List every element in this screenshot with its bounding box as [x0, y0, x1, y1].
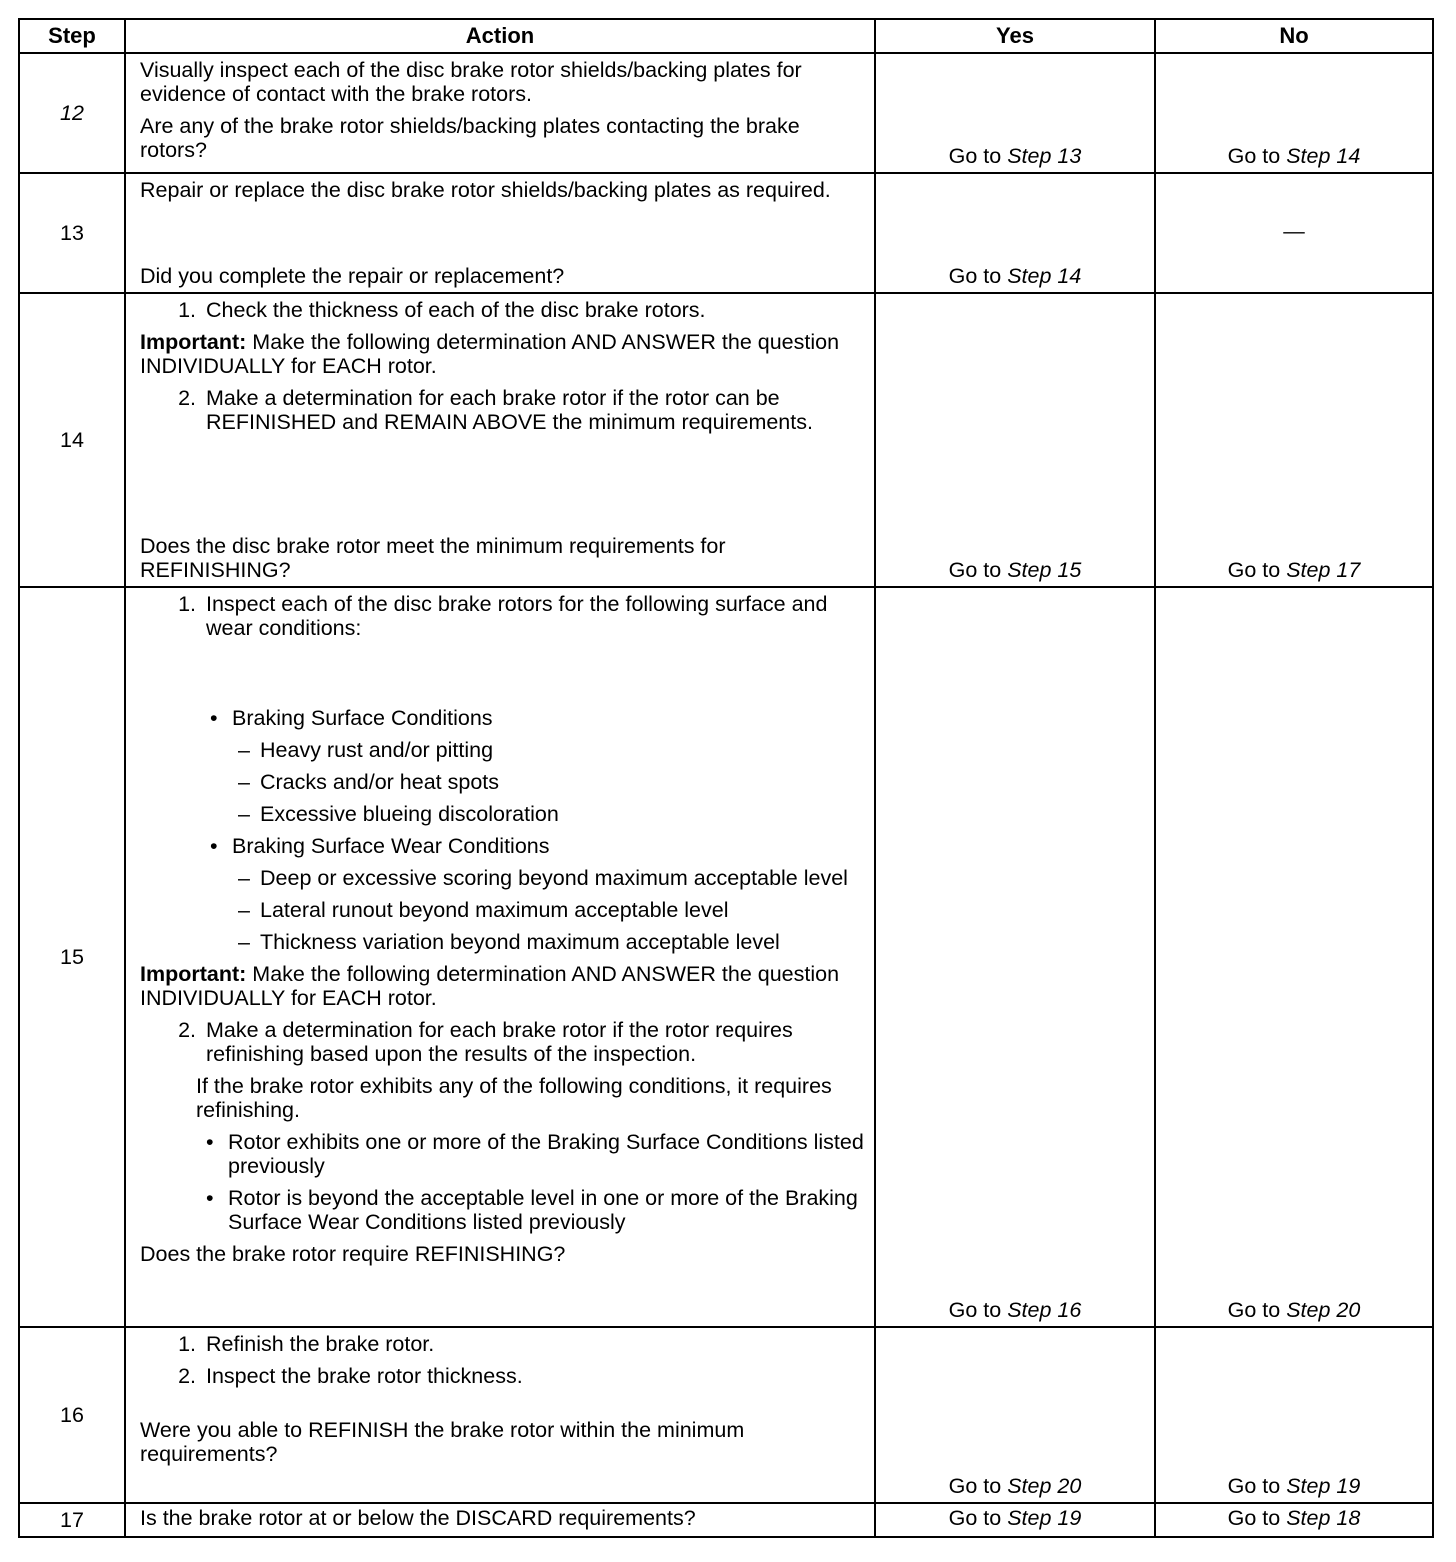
no-cell [1155, 1327, 1433, 1503]
yes-cell [875, 173, 1155, 293]
no-step-link[interactable]: Step 14 [1286, 144, 1361, 168]
bullet-icon: • [206, 1186, 214, 1210]
dash-icon: – [238, 898, 250, 922]
header-no: No [1155, 19, 1433, 53]
header-action: Action [125, 19, 875, 53]
step-number: 13 [19, 173, 125, 293]
list-item [140, 298, 864, 322]
table-row-step-15 [19, 587, 1433, 1327]
goto-prefix: Go to [1227, 558, 1281, 582]
action-text: Visually inspect each of the disc brake rotor shields/backing plates for evidence of contact with the brake rotors. [140, 58, 802, 106]
condition-text: Heavy rust and/or pitting [260, 738, 494, 762]
table-row-step-13 [19, 173, 1433, 293]
item-text: Inspect each of the disc brake rotors for the following surface and wear conditions: [206, 592, 828, 640]
no-cell [1155, 1503, 1433, 1537]
yes-cell [875, 587, 1155, 1327]
goto-prefix: Go to [1227, 1298, 1281, 1322]
list-item [140, 1332, 864, 1356]
step-number: 17 [19, 1503, 125, 1537]
dash-icon: – [238, 866, 250, 890]
goto-prefix: Go to [948, 144, 1002, 168]
important-label: Important: [140, 962, 247, 986]
step-number: 15 [19, 587, 125, 1327]
no-cell [1155, 587, 1433, 1327]
action-cell [125, 1503, 875, 1537]
table-row-step-16 [19, 1327, 1433, 1503]
question-text: Were you able to REFINISH the brake rotor within the minimum requirements? [140, 1418, 745, 1466]
item-text: Refinish the brake rotor. [206, 1332, 435, 1356]
action-cell [125, 53, 875, 173]
goto-prefix: Go to [1227, 144, 1281, 168]
list-item [140, 1364, 864, 1388]
step-number: 16 [19, 1327, 125, 1503]
item-text: Make a determination for each brake rotor if the rotor can be REFINISHED and REMAIN ABOVE the minimum requirements. [206, 386, 813, 434]
step-number: 14 [19, 293, 125, 587]
diagnostic-table [18, 18, 1434, 1538]
goto-prefix: Go to [948, 1298, 1002, 1322]
dash-icon: – [238, 738, 250, 762]
item-number: 1. [178, 1332, 196, 1356]
group-title: Braking Surface Wear Conditions [232, 834, 550, 858]
action-cell [125, 587, 875, 1327]
yes-step-link[interactable]: Step 15 [1007, 558, 1082, 582]
condition-text: Cracks and/or heat spots [260, 770, 500, 794]
no-step-link[interactable]: Step 18 [1286, 1506, 1361, 1530]
condition-item [140, 738, 864, 762]
refinish-condition [140, 1130, 864, 1178]
header-step: Step [19, 19, 125, 53]
dash-icon: – [238, 802, 250, 826]
table-row-step-12 [19, 53, 1433, 173]
important-note [140, 330, 864, 378]
group-title: Braking Surface Conditions [232, 706, 493, 730]
no-cell [1155, 53, 1433, 173]
no-step-link[interactable]: Step 17 [1286, 558, 1361, 582]
condition-group [140, 834, 864, 858]
dash-icon: – [238, 930, 250, 954]
condition-item [140, 802, 864, 826]
condition-text: Excessive blueing discoloration [260, 802, 559, 826]
condition-text: Deep or excessive scoring beyond maximum acceptable level [260, 866, 848, 890]
bullet-icon: • [206, 1130, 214, 1154]
question-text: Are any of the brake rotor shields/backing plates contacting the brake rotors? [140, 114, 800, 162]
bullet-icon: • [210, 706, 218, 730]
condition-group [140, 706, 864, 730]
question-text: Did you complete the repair or replacement? [140, 264, 565, 288]
important-note [140, 962, 864, 1010]
yes-step-link[interactable]: Step 20 [1007, 1474, 1082, 1498]
item-text: Check the thickness of each of the disc brake rotors. [206, 298, 706, 322]
action-cell [125, 293, 875, 587]
question-text: Does the brake rotor require REFINISHING? [140, 1242, 566, 1266]
list-item [140, 1018, 864, 1066]
goto-prefix: Go to [948, 1506, 1002, 1530]
item-text: Inspect the brake rotor thickness. [206, 1364, 523, 1388]
action-cell [125, 1327, 875, 1503]
item-text: Make a determination for each brake rotor if the rotor requires refinishing based upon the results of the inspection. [206, 1018, 793, 1066]
yes-cell [875, 53, 1155, 173]
step-number: 12 [19, 53, 125, 173]
condition-item [140, 898, 864, 922]
header-yes: Yes [875, 19, 1155, 53]
important-text: Make the following determination AND ANSWER the question INDIVIDUALLY for EACH rotor. [140, 330, 840, 378]
bullet-icon: • [210, 834, 218, 858]
action-cell [125, 173, 875, 293]
yes-cell [875, 293, 1155, 587]
item-number: 1. [178, 592, 196, 616]
important-label: Important: [140, 330, 247, 354]
question-text: Does the disc brake rotor meet the minimum requirements for REFINISHING? [140, 534, 726, 582]
dash-icon: – [238, 770, 250, 794]
item-subtext: If the brake rotor exhibits any of the following conditions, it requires refinishing. [196, 1074, 832, 1122]
condition-item [140, 770, 864, 794]
condition-item [140, 930, 864, 954]
item-number: 2. [178, 1018, 196, 1042]
header-row [19, 19, 1433, 53]
no-dash: — [1283, 219, 1305, 243]
condition-item [140, 866, 864, 890]
goto-prefix: Go to [1227, 1506, 1281, 1530]
condition-text: Rotor is beyond the acceptable level in one or more of the Braking Surface Wear Conditions listed previously [228, 1186, 858, 1234]
item-number: 2. [178, 386, 196, 410]
goto-prefix: Go to [948, 1474, 1002, 1498]
table-row-step-14 [19, 293, 1433, 587]
no-step-link[interactable]: Step 19 [1286, 1474, 1361, 1498]
no-cell [1155, 293, 1433, 587]
list-item [140, 386, 864, 434]
goto-prefix: Go to [948, 558, 1002, 582]
list-item [140, 592, 864, 640]
no-step-link[interactable]: Step 20 [1286, 1298, 1361, 1322]
question-text: Is the brake rotor at or below the DISCARD requirements? [140, 1506, 696, 1530]
yes-step-link[interactable]: Step 13 [1007, 144, 1082, 168]
important-text: Make the following determination AND ANSWER the question INDIVIDUALLY for EACH rotor. [140, 962, 840, 1010]
no-cell [1155, 173, 1433, 293]
action-text: Repair or replace the disc brake rotor shields/backing plates as required. [140, 178, 831, 202]
table-row-step-17 [19, 1503, 1433, 1537]
refinish-condition [140, 1186, 864, 1234]
item-number: 2. [178, 1364, 196, 1388]
yes-cell [875, 1503, 1155, 1537]
yes-step-link[interactable]: Step 19 [1007, 1506, 1082, 1530]
condition-text: Lateral runout beyond maximum acceptable level [260, 898, 729, 922]
yes-step-link[interactable]: Step 14 [1007, 264, 1082, 288]
goto-prefix: Go to [948, 264, 1002, 288]
yes-step-link[interactable]: Step 16 [1007, 1298, 1082, 1322]
goto-prefix: Go to [1227, 1474, 1281, 1498]
item-number: 1. [178, 298, 196, 322]
condition-text: Thickness variation beyond maximum acceptable level [260, 930, 780, 954]
condition-text: Rotor exhibits one or more of the Braking Surface Conditions listed previously [228, 1130, 864, 1178]
yes-cell [875, 1327, 1155, 1503]
